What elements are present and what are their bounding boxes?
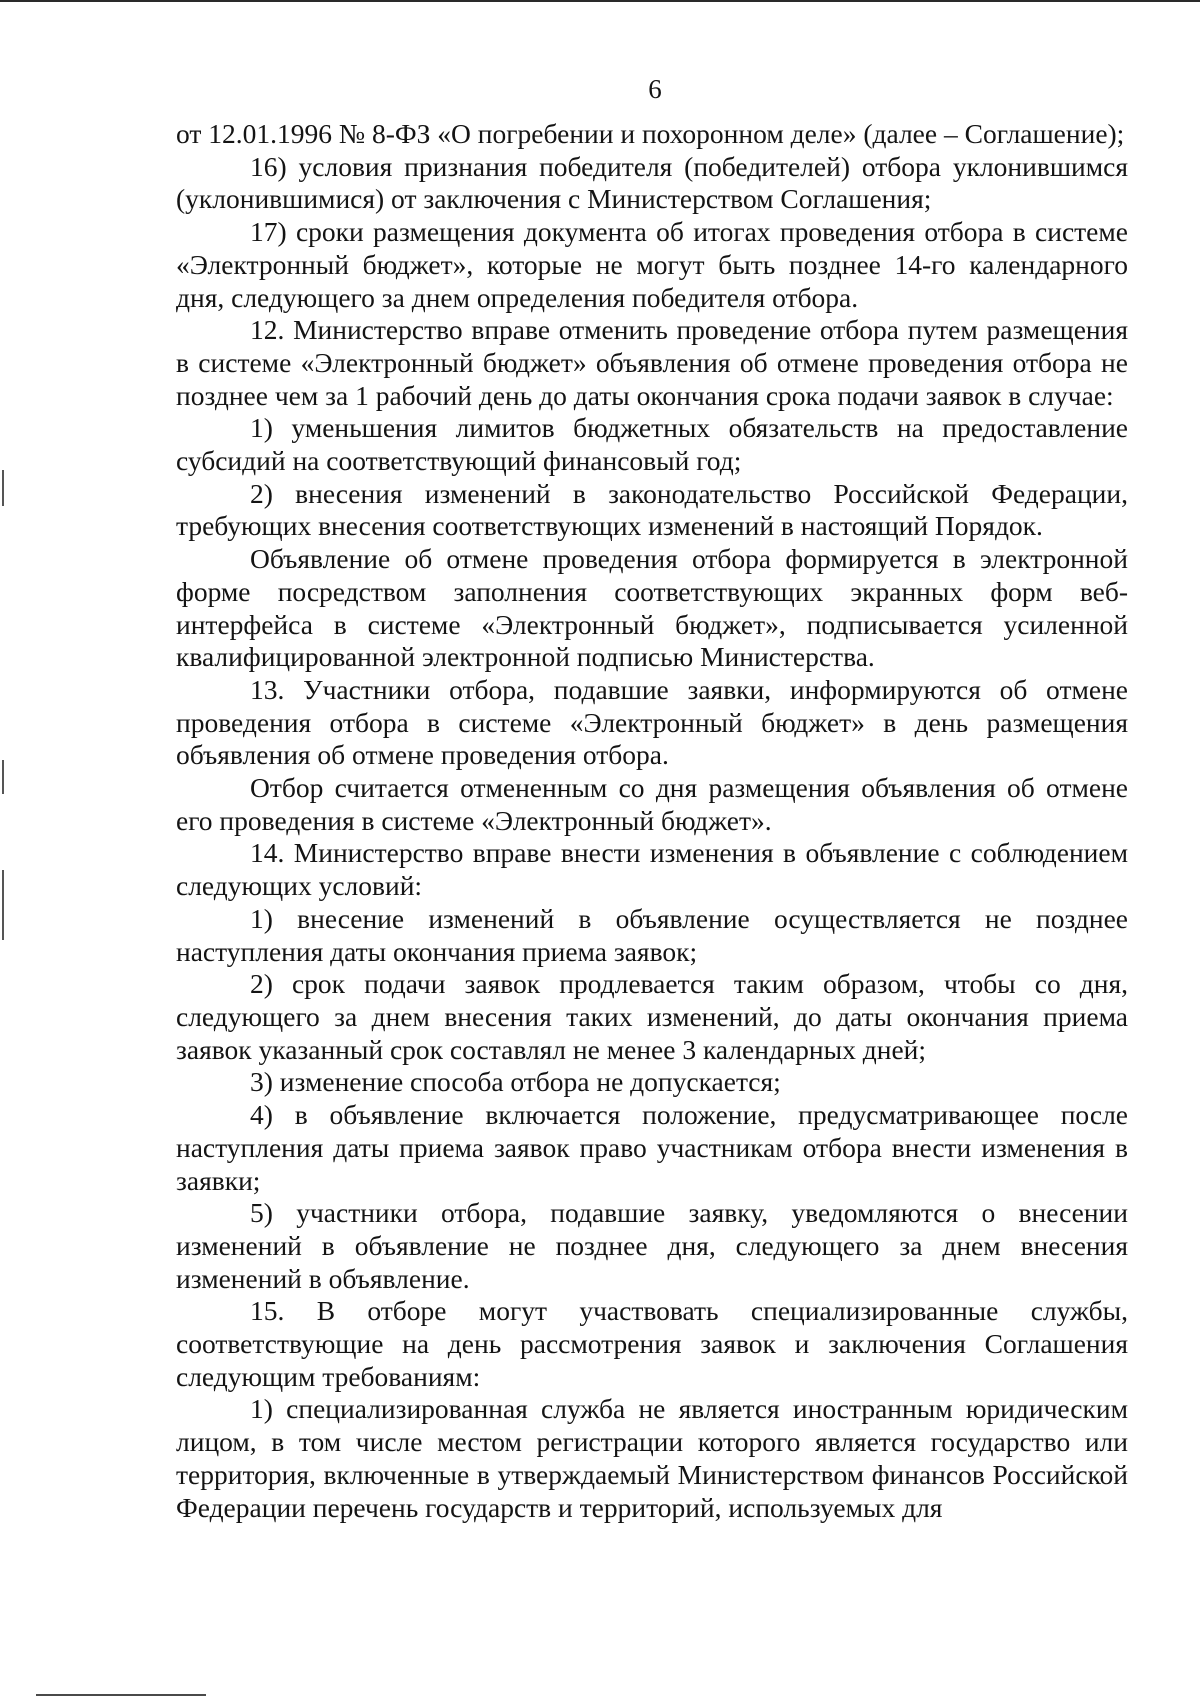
scan-artifact-mark [2,760,4,794]
paragraph: 13. Участники отбора, подавшие заявки, информируются об отмене проведения отбора в системе «Электронный бюджет» в день размещения объявления об отмене проведения отбора. [176,673,1128,771]
paragraph: 12. Министерство вправе отменить проведение отбора путем размещения в системе «Электронный бюджет» объявления об отмене проведения отбора не позднее чем за 1 рабочий день до даты окончания срока подачи заявок в случае: [176,314,1128,411]
paragraph: 2) внесения изменений в законодательство Российской Федерации, требующих внесения соответствующих изменений в настоящий Порядок. [176,477,1128,542]
paragraph: Отбор считается отмененным со дня размещения объявления об отмене его проведения в системе «Электронный бюджет». [176,772,1128,836]
paragraph: 3) изменение способа отбора не допускается; [250,1066,781,1098]
document-body [176,118,1128,1524]
bottom-scan-edge [36,1694,206,1696]
paragraph: от 12.01.1996 № 8-ФЗ «О погребении и похоронном деле» (далее – Соглашение); [176,118,1125,149]
paragraph: 5) участники отбора, подавшие заявку, уведомляются о внесении изменений в объявление не позднее дня, следующего за днем внесения изменений в объявление. [176,1197,1128,1294]
page-number: 6 [648,74,662,104]
paragraph: 1) уменьшения лимитов бюджетных обязательств на предоставление субсидий на соответствующий финансовый год; [176,412,1128,477]
scan-artifact-mark [2,470,4,506]
paragraph: 4) в объявление включается положение, предусматривающее после наступления даты приема заявок право участникам отбора внести изменения в заявки; [176,1099,1128,1196]
scan-artifact-mark [2,870,4,940]
paragraph: 2) срок подачи заявок продлевается таким образом, чтобы со дня, следующего за днем внесения таких изменений, до даты окончания приема заявок указанный срок составлял не менее 3 календарных дней; [176,968,1128,1065]
top-scan-edge [0,0,1200,2]
paragraph: 1) специализированная служба не является иностранным юридическим лицом, в том числе местом регистрации которого является государство или территория, включенные в утверждаемый Министерством финансов Российской Федерации перечень государств и территорий, используемых для [176,1393,1128,1523]
paragraph: 14. Министерство вправе внести изменения в объявление с соблюдением следующих условий: [176,837,1128,902]
paragraph: 16) условия признания победителя (победителей) отбора уклонившимся (уклонившимися) от заключения с Министерством Соглашения; [176,150,1128,215]
paragraph: 15. В отборе могут участвовать специализированные службы, соответствующие на день рассмотрения заявок и заключения Соглашения следующим требованиям: [176,1295,1128,1392]
paragraph: Объявление об отмене проведения отбора формируется в электронной форме посредством заполнения соответствующих экранных форм веб-интерфейса в системе «Электронный бюджет», подписывается усиленной квалифицированной электронной подписью Министерства. [176,543,1128,673]
paragraph: 17) сроки размещения документа об итогах проведения отбора в системе «Электронный бюджет», которые не могут быть позднее 14-го календарного дня, следующего за днем определения победителя отбора. [176,216,1128,313]
paragraph: 1) внесение изменений в объявление осуществляется не позднее наступления даты окончания приема заявок; [176,902,1128,967]
